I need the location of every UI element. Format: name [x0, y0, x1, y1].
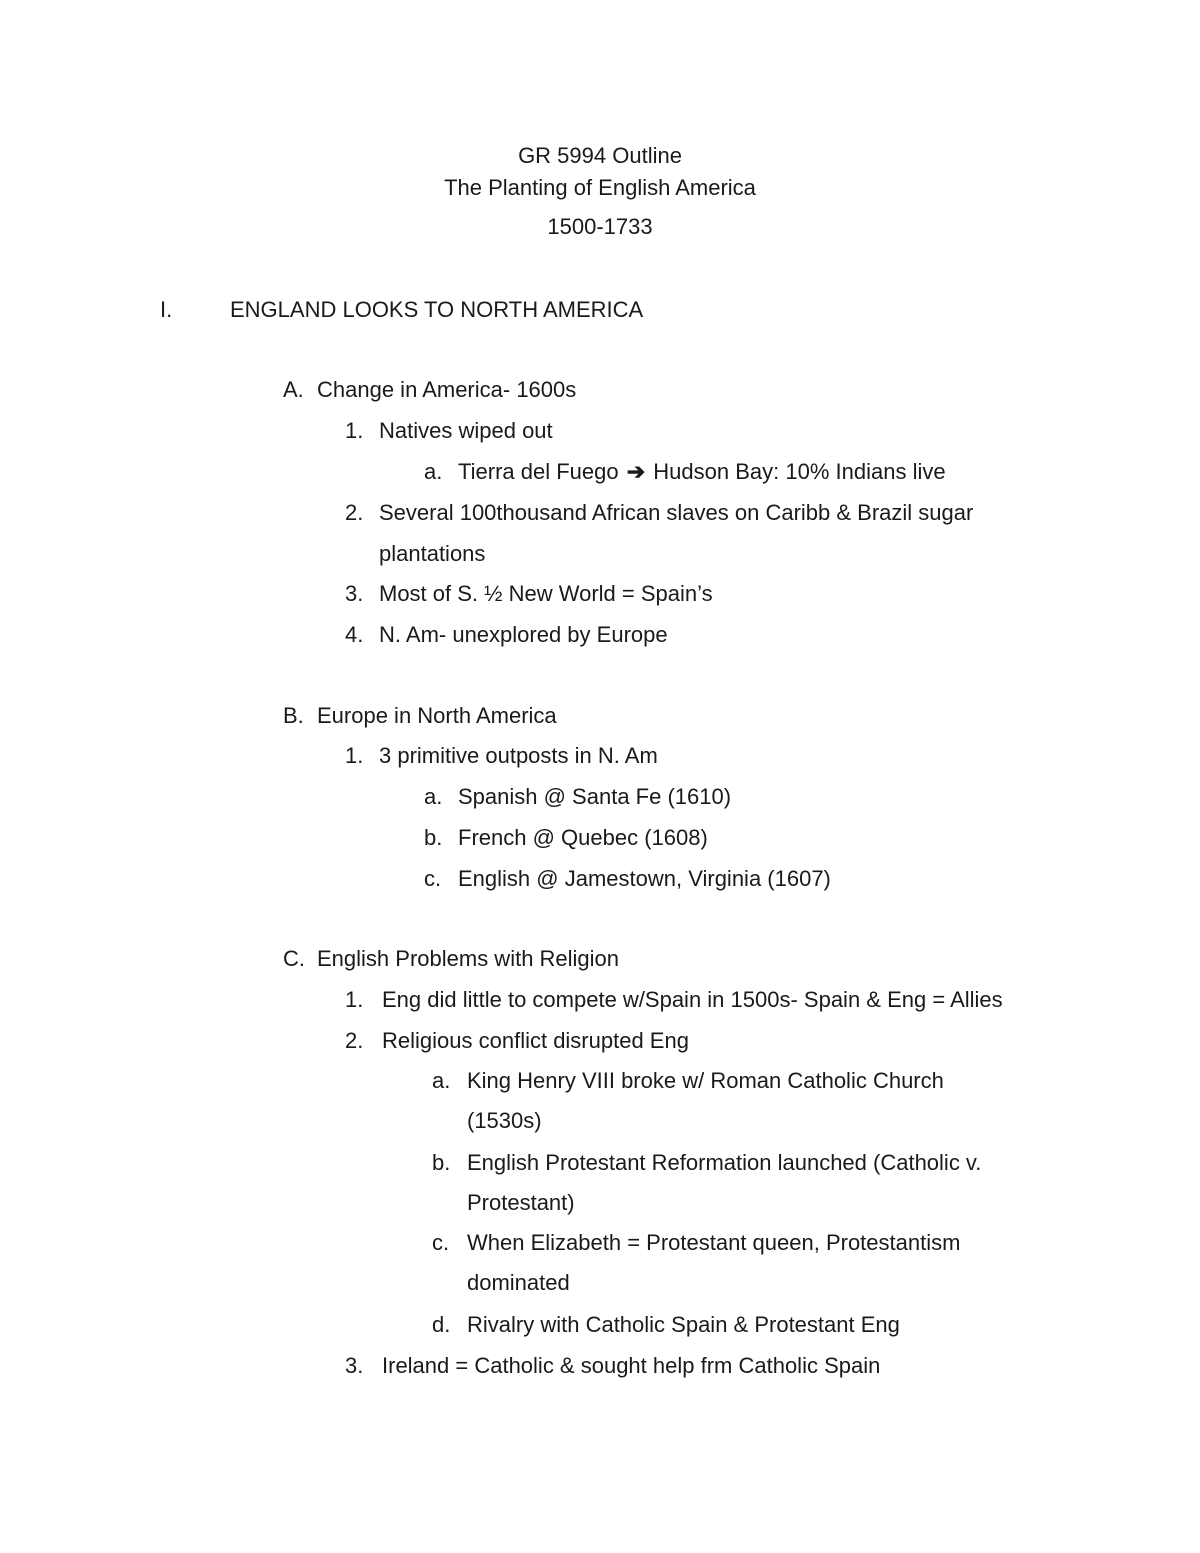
list-item: King Henry VIII broke w/ Roman Catholic Church [467, 1068, 944, 1093]
section-heading: ENGLAND LOOKS TO NORTH AMERICA [230, 297, 644, 322]
list-item: Spanish @ Santa Fe (1610) [458, 784, 732, 809]
section-marker: I. [160, 297, 173, 322]
list-item: Natives wiped out [379, 418, 553, 443]
document-title: The Planting of English America [444, 175, 756, 200]
list-item-text: Tierra del Fuego [458, 459, 619, 484]
list-marker: 2. [345, 1028, 364, 1053]
list-item: Rivalry with Catholic Spain & Protestant Eng [467, 1312, 900, 1337]
list-item: French @ Quebec (1608) [458, 825, 708, 850]
list-item: When Elizabeth = Protestant queen, Protestantism [467, 1230, 961, 1255]
list-marker: c. [424, 866, 442, 891]
list-item: Ireland = Catholic & sought help frm Catholic Spain [382, 1353, 881, 1378]
list-item: Most of S. ½ New World = Spain’s [379, 581, 713, 606]
list-marker: 3. [345, 1353, 364, 1378]
document-course-title: GR 5994 Outline [518, 143, 682, 168]
list-marker: d. [432, 1312, 451, 1337]
list-marker: 4. [345, 622, 364, 647]
list-marker: 1. [345, 418, 364, 443]
list-marker: a. [424, 459, 443, 484]
list-item: Several 100thousand African slaves on Caribb & Brazil sugar [379, 500, 974, 525]
list-marker: c. [432, 1230, 450, 1255]
list-item-continuation: dominated [467, 1270, 570, 1295]
list-item: N. Am- unexplored by Europe [379, 622, 668, 647]
list-item [458, 458, 946, 486]
subsection-marker-b: B. [283, 703, 304, 728]
list-item-continuation: Protestant) [467, 1190, 575, 1215]
right-arrow-icon: ➔ [626, 459, 646, 484]
list-marker: 1. [345, 743, 364, 768]
list-item: Eng did little to compete w/Spain in 1500s- Spain & Eng = Allies [382, 987, 1003, 1012]
list-marker: 1. [345, 987, 364, 1012]
list-item: Religious conflict disrupted Eng [382, 1028, 689, 1053]
list-marker: b. [432, 1150, 451, 1175]
list-item-continuation: (1530s) [467, 1108, 542, 1133]
list-marker: 2. [345, 500, 364, 525]
subsection-heading-a: Change in America- 1600s [317, 377, 577, 402]
list-item: English @ Jamestown, Virginia (1607) [458, 866, 831, 891]
document-years: 1500-1733 [547, 214, 653, 239]
list-item: 3 primitive outposts in N. Am [379, 743, 658, 768]
subsection-marker-a: A. [283, 377, 304, 402]
list-marker: b. [424, 825, 443, 850]
list-item-continuation: plantations [379, 541, 486, 566]
list-item-text: Hudson Bay: 10% Indians live [653, 459, 946, 484]
list-marker: a. [432, 1068, 451, 1093]
list-marker: 3. [345, 581, 364, 606]
subsection-heading-c: English Problems with Religion [317, 946, 620, 971]
list-marker: a. [424, 784, 443, 809]
subsection-marker-c: C. [283, 946, 305, 971]
subsection-heading-b: Europe in North America [317, 703, 557, 728]
list-item: English Protestant Reformation launched (Catholic v. [467, 1150, 982, 1175]
